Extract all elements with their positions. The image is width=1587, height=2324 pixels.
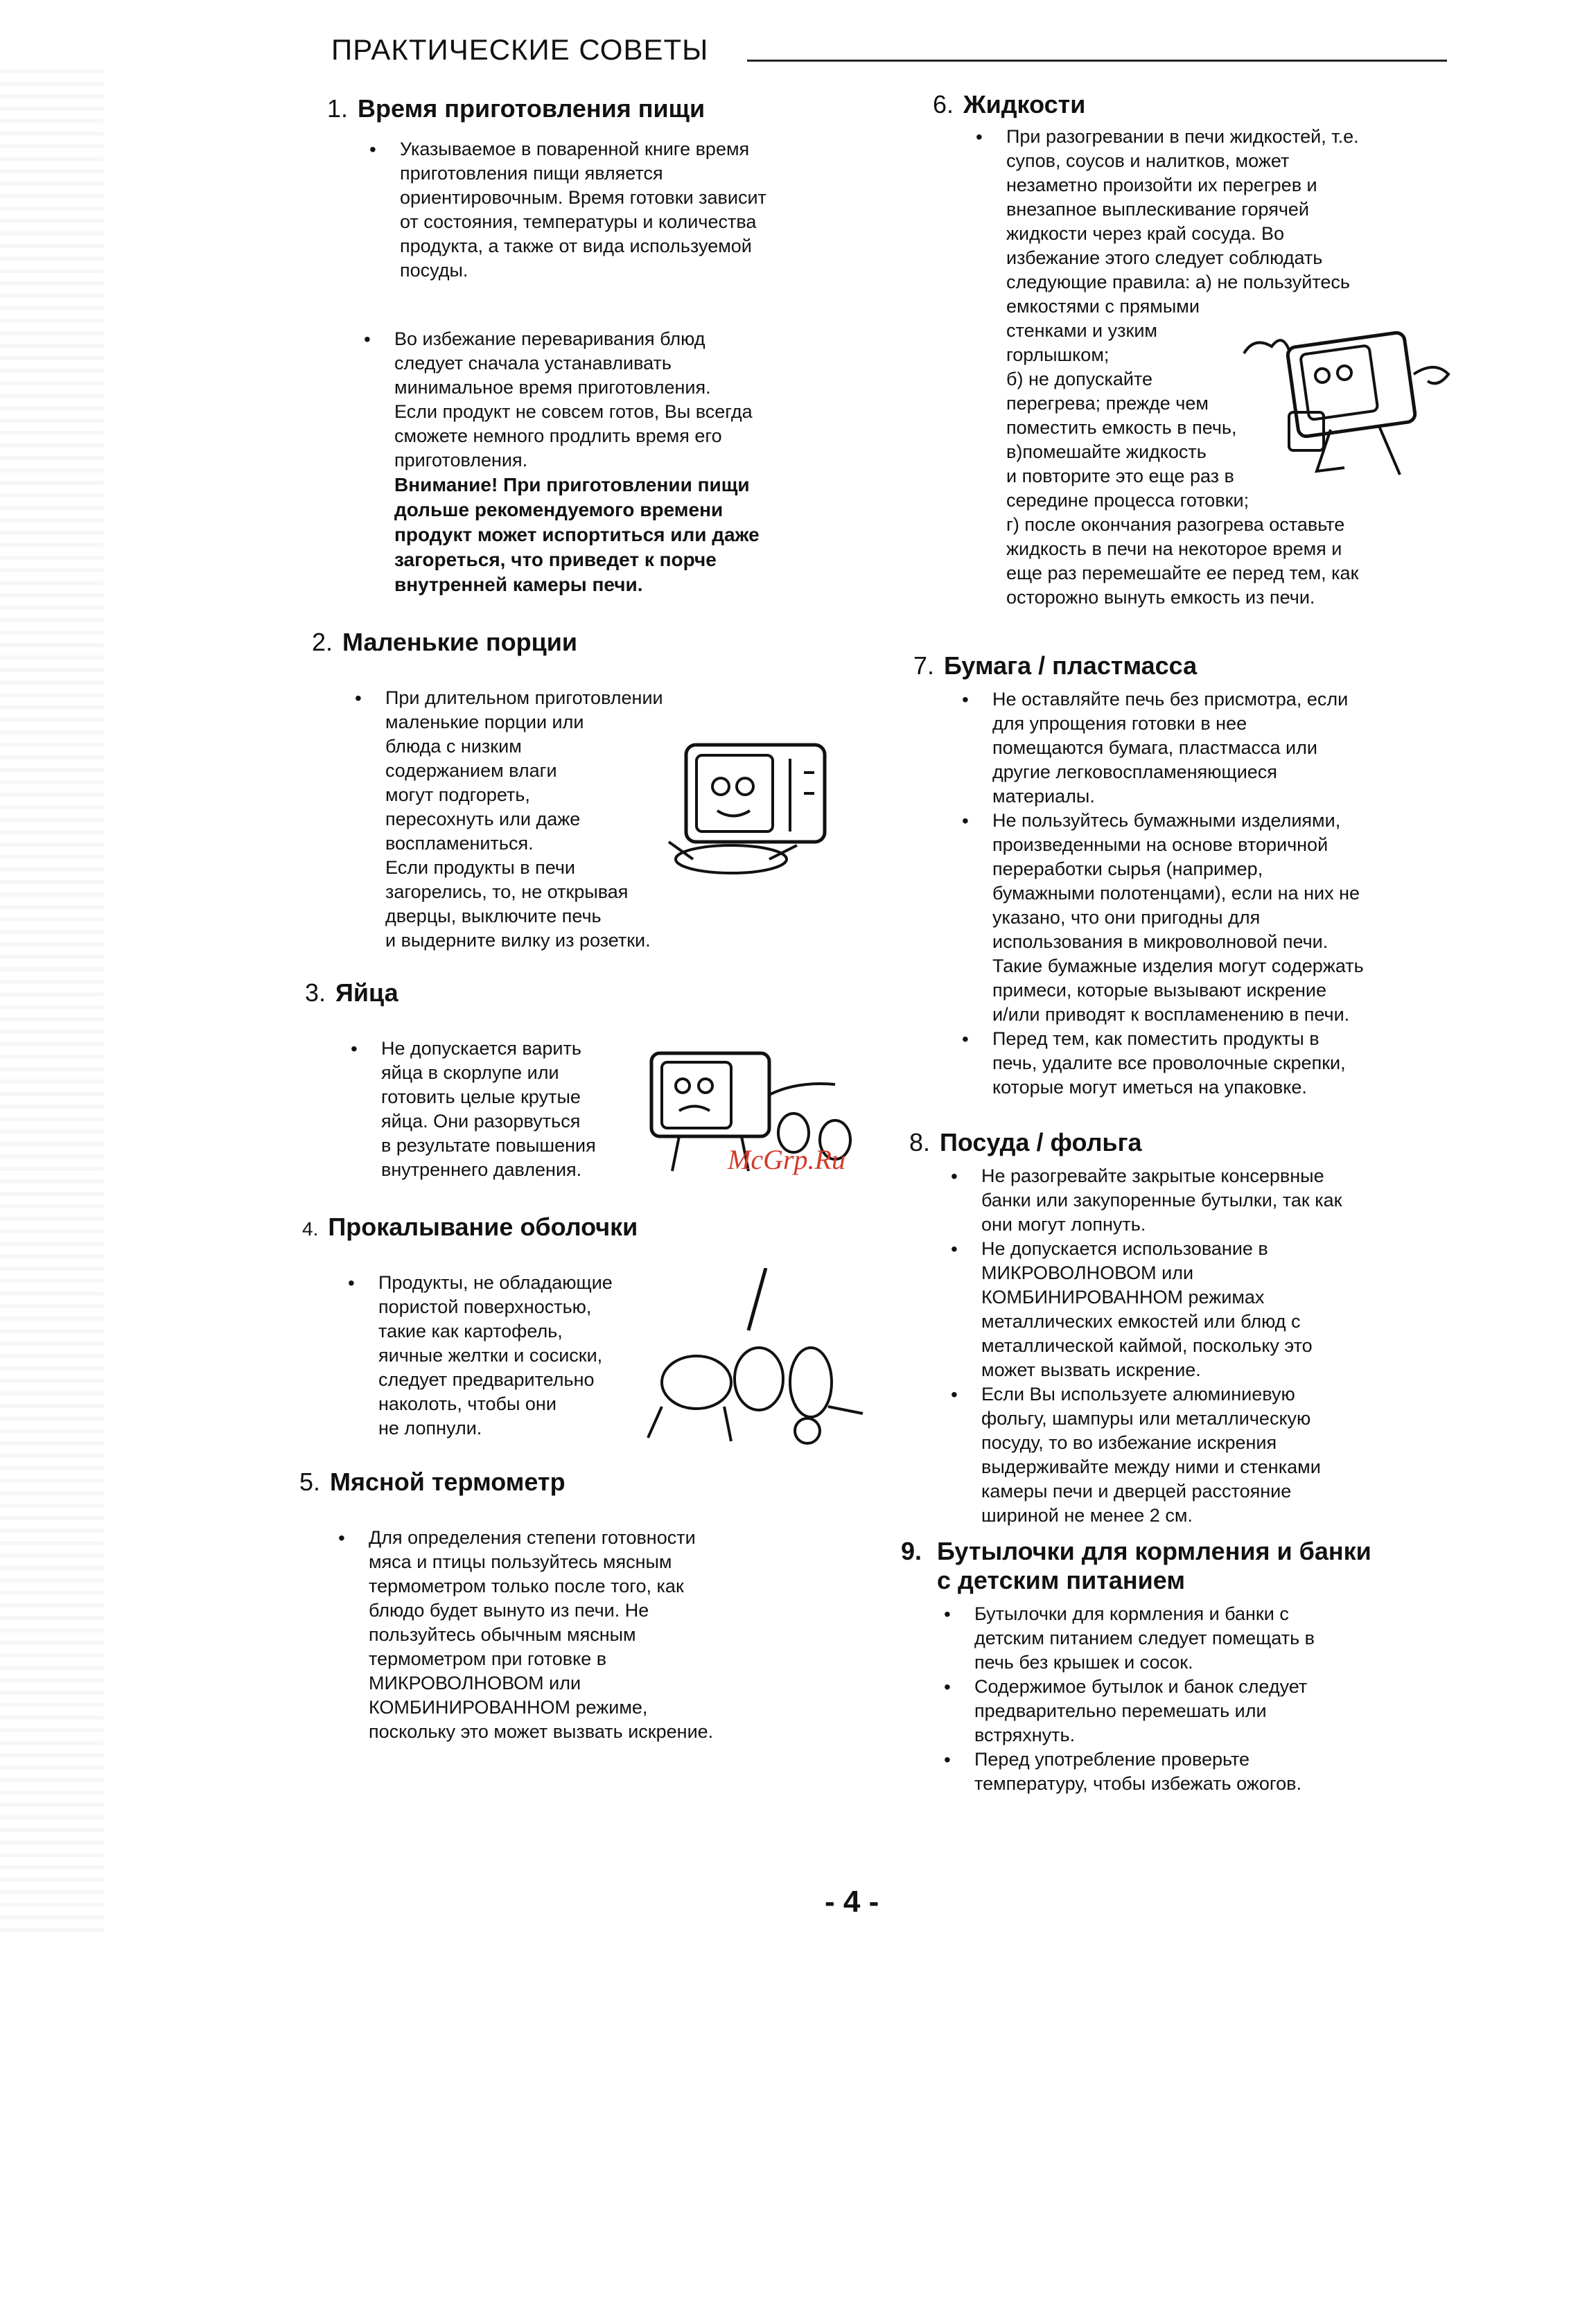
section-heading: Жидкости [963,90,1086,118]
microwave-liquid-illustration [1240,326,1455,485]
header-rule [747,60,1447,62]
list-item: • Не допускается использование в МИКРОВОЛНОВОМ или КОМБИНИРОВАННОМ режимах металлических емкостей или блюд с металлической каймой, поскольку это может вызвать искрение. [981,1237,1436,1382]
section-number: 6. [933,90,954,118]
section-number: 4. [302,1218,319,1240]
page-header [331,33,1447,75]
section-number: 2. [312,628,333,656]
section-title [305,978,693,1007]
bullet-list [974,1602,1446,1796]
list-item: • При длительном приготовлении маленькие порции или блюда с низким содержанием влаги могут подгореть, пересохнуть или даже воспламениться. Если продукты в печи загорелись, то, не открывая дверцы, выключите печь и выдерните вилку из розетки. [385,686,936,953]
section-title [913,651,1440,680]
scan-noise [0,69,104,1940]
list-item: • Перед употребление проверьте температуру, чтобы избежать ожогов. [974,1748,1446,1796]
list-item: • Для определения степени готовности мяса и птицы пользуйтесь мясным термометром только после того, как блюдо будет вынуто из печи. Не пользуйтесь обычным мясным термометром при готовке в МИКРОВОЛНОВОМ или КОМБИНИРОВАННОМ режиме, поскольку это может вызвать искрение. [369,1526,798,1744]
pierced-food-illustration [641,1268,877,1448]
section-eggs [305,978,693,1182]
watermark: McGrp.Ru [728,1144,845,1175]
bullet-list [981,1164,1436,1528]
section-paper-plastic [913,651,1440,1100]
bullet-list [369,1526,798,1744]
section-cookware-foil [909,1128,1436,1528]
list-item: • Не оставляйте печь без присмотра, если для упрощения готовки в нее помещаются бумага, пластмасса или другие легковоспламеняющиеся материалы. [992,687,1440,809]
section-title [327,94,854,123]
section-title: 9. [901,1537,922,1565]
section-number: 3. [305,978,326,1007]
list-item: • Не пользуйтесь бумажными изделиями, произведенными на основе вторичной переработки сырья (например, бумажными полотенцами), если на них не указано, что они пригодны для использования в микроволновой печи. Такие бумажные изделия могут содержать примеси, которые вызывают искрение и/или приводят к воспламенению в печи. [992,809,1440,1027]
list-item: • Не допускается варить яйца в скорлупе или готовить целые крутые яйца. Они разорвуться в результате повышения внутреннего давления. [381,1037,693,1182]
section-heading: Яйца [335,978,398,1007]
page-title: ПРАКТИЧЕСКИЕ СОВЕТЫ [331,33,709,66]
warning-text: Внимание! При приготовлении пищи дольше рекомендуемого времени продукт может испортиться или даже загореться, что приведет к порче внутренней камеры печи. [394,474,760,595]
section-heading: Посуда / фольга [940,1128,1142,1156]
section-heading: Мясной термометр [330,1468,565,1496]
section-heading: Бутылочки для кормления и банки с детским питанием [937,1537,1371,1594]
section-heading: Маленькие порции [342,628,578,656]
bullet-list [394,137,854,473]
section-number: 1. [327,94,349,123]
page-number: - 4 - [825,1885,879,1919]
list-item: • Не разогревайте закрытые консервные банки или закупоренные бутылки, так как они могут лопнуть. [981,1164,1436,1237]
section-title [299,1468,798,1497]
section-title [909,1128,1436,1157]
section-heading: Прокалывание оболочки [328,1213,638,1241]
list-item: • Во избежание переваривания блюд следует сначала устанавливать минимальное время приготовления. Если продукт не совсем готов, Вы всегда сможете немного продлить время его приготовления. [394,327,848,473]
section-title [312,628,936,657]
list-item: • Если Вы используете алюминиевую фольгу, шампуры или металлическую посуду, то во избежание искрения выдерживайте между ними и стенками камеры печи и дверцей расстояние шириной не менее 2 см. [981,1382,1436,1528]
section-title [933,90,1439,119]
section-heading: Время приготовления пищи [358,94,705,123]
section-heading: Бумага / пластмасса [944,651,1198,680]
bullet-list [992,687,1440,1100]
microwave-plate-illustration [665,717,859,897]
section-number: 7. [913,651,935,680]
list-item: • Содержимое бутылок и банок следует предварительно перемешать или встряхнуть. [974,1675,1446,1748]
section-number: 5. [299,1468,321,1496]
section-number: 8. [909,1128,931,1156]
section-cooking-time [327,94,854,597]
list-item: • При разогревании в печи жидкостей, т.е. супов, соусов и налитков, может незаметно произойти их перегрев и внезапное выплескивание горячей жидкости через край сосуда. Во избежание этого следует соблюдать следующие правила: а) не пользуйтесь емкостями с прямыми стенками и узким горлышком; б) не допускайте перегрева; прежде чем поместить емкость в печь, в)помешайте жидкость и повторите это еще раз в середине процесса готовки; г) после окончания разогрева оставьте жидкость в печи на некоторое время и еще раз перемешайте ее перед тем, как осторожно вынуть емкость из печи. [1006,125,1439,610]
list-item: • Указываемое в поваренной книге время приготовления пищи является ориентировочным. Время готовки зависит от состояния, температуры и количества продукта, а также от вида используемой посуды. [400,137,854,283]
list-item: • Перед тем, как поместить продукты в печь, удалите все проволочные скрепки, которые могут иметься на упаковке. [992,1027,1440,1100]
section-meat-thermometer [299,1468,798,1744]
list-item: • Продукты, не обладающие пористой поверхностью, такие как картофель, яичные желтки и сосиски, следует предварительно наколоть, чтобы они не лопнули. [378,1271,718,1441]
section-title [302,1213,718,1242]
list-item: • Бутылочки для кормления и банки с детским питанием следует помещать в печь без крышек и сосок. [974,1602,1446,1675]
